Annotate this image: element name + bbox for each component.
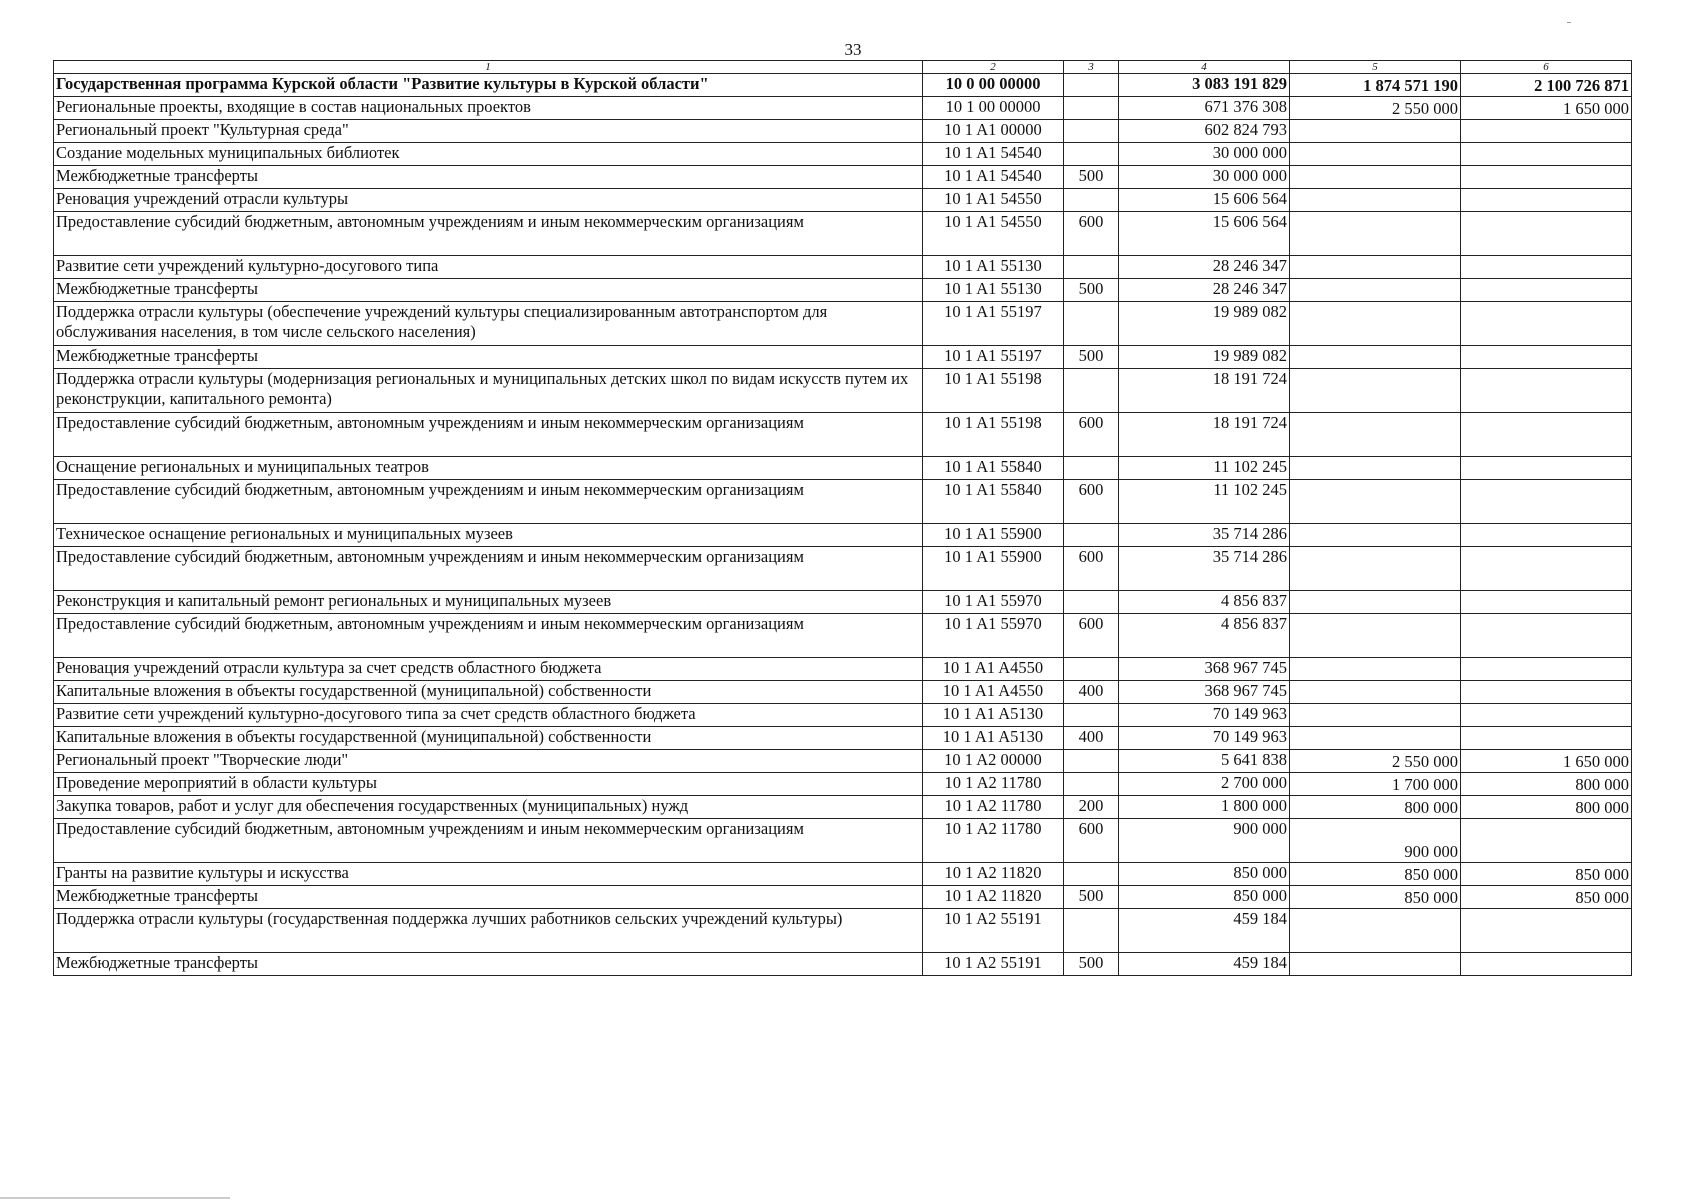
column-number: 3 — [1064, 61, 1119, 74]
target-code-cell: 10 1 A1 55197 — [923, 346, 1064, 369]
expense-type-cell — [1064, 369, 1119, 413]
row-name-cell: Закупка товаров, работ и услуг для обеспечения государственных (муниципальных) нужд — [54, 796, 923, 819]
amount-col5-cell — [1290, 658, 1461, 681]
target-code-cell: 10 1 A1 55130 — [923, 279, 1064, 302]
table-row — [54, 547, 1632, 591]
table-row — [54, 658, 1632, 681]
table-row — [54, 773, 1632, 796]
amount-col5-cell — [1290, 212, 1461, 256]
table-row — [54, 457, 1632, 480]
amount-col4-cell: 900 000 — [1119, 819, 1290, 863]
row-name-cell: Капитальные вложения в объекты государственной (муниципальной) собственности — [54, 727, 923, 750]
expense-type-cell: 500 — [1064, 166, 1119, 189]
amount-col6-cell — [1461, 166, 1632, 189]
amount-col6-cell: 1 650 000 — [1461, 97, 1632, 120]
row-name-cell: Межбюджетные трансферты — [54, 279, 923, 302]
amount-col4-cell: 4 856 837 — [1119, 591, 1290, 614]
amount-col5-cell — [1290, 727, 1461, 750]
column-number: 6 — [1461, 61, 1632, 74]
amount-col4-cell: 5 641 838 — [1119, 750, 1290, 773]
row-name-cell: Межбюджетные трансферты — [54, 346, 923, 369]
row-name-cell: Поддержка отрасли культуры (государственная поддержка лучших работников сельских учреждений культуры) — [54, 909, 923, 953]
amount-col4-cell: 459 184 — [1119, 953, 1290, 976]
target-code-cell: 10 1 A1 A4550 — [923, 658, 1064, 681]
amount-col6-cell — [1461, 480, 1632, 524]
expense-type-cell — [1064, 524, 1119, 547]
amount-col4-cell: 850 000 — [1119, 863, 1290, 886]
amount-col4-cell: 30 000 000 — [1119, 166, 1290, 189]
amount-col5-cell — [1290, 256, 1461, 279]
target-code-cell: 10 1 A1 55198 — [923, 413, 1064, 457]
amount-col5-cell — [1290, 614, 1461, 658]
amount-col5-cell: 850 000 — [1290, 886, 1461, 909]
amount-col5-cell — [1290, 524, 1461, 547]
table-row — [54, 189, 1632, 212]
amount-col5-cell — [1290, 413, 1461, 457]
expense-type-cell — [1064, 909, 1119, 953]
amount-col4-cell: 18 191 724 — [1119, 413, 1290, 457]
amount-col5-cell — [1290, 346, 1461, 369]
target-code-cell: 10 1 A2 55191 — [923, 953, 1064, 976]
expense-type-cell — [1064, 120, 1119, 143]
table-row — [54, 166, 1632, 189]
table-row — [54, 681, 1632, 704]
amount-col5-cell — [1290, 591, 1461, 614]
expense-type-cell: 600 — [1064, 413, 1119, 457]
row-name-cell: Развитие сети учреждений культурно-досугового типа — [54, 256, 923, 279]
amount-col4-cell: 602 824 793 — [1119, 120, 1290, 143]
amount-col4-cell: 671 376 308 — [1119, 97, 1290, 120]
amount-col5-cell — [1290, 279, 1461, 302]
table-row — [54, 591, 1632, 614]
amount-col4-cell: 11 102 245 — [1119, 457, 1290, 480]
amount-col5-cell: 2 550 000 — [1290, 750, 1461, 773]
row-name-cell: Проведение мероприятий в области культуры — [54, 773, 923, 796]
table-row — [54, 796, 1632, 819]
amount-col6-cell — [1461, 547, 1632, 591]
expense-type-cell — [1064, 773, 1119, 796]
table-row — [54, 346, 1632, 369]
amount-col6-cell: 2 100 726 871 — [1461, 74, 1632, 97]
amount-col4-cell: 30 000 000 — [1119, 143, 1290, 166]
row-name-cell: Предоставление субсидий бюджетным, автономным учреждениям и иным некоммерческим организациям — [54, 480, 923, 524]
table-row — [54, 413, 1632, 457]
table-row — [54, 74, 1632, 97]
amount-col6-cell: 850 000 — [1461, 863, 1632, 886]
amount-col5-cell — [1290, 681, 1461, 704]
expense-type-cell — [1064, 704, 1119, 727]
expense-type-cell: 600 — [1064, 480, 1119, 524]
row-name-cell: Капитальные вложения в объекты государственной (муниципальной) собственности — [54, 681, 923, 704]
expense-type-cell — [1064, 457, 1119, 480]
expense-type-cell — [1064, 189, 1119, 212]
expense-type-cell: 500 — [1064, 346, 1119, 369]
expense-type-cell: 400 — [1064, 681, 1119, 704]
table-row — [54, 886, 1632, 909]
target-code-cell: 10 1 A1 55970 — [923, 614, 1064, 658]
row-name-cell: Предоставление субсидий бюджетным, автономным учреждениям и иным некоммерческим организациям — [54, 413, 923, 457]
target-code-cell: 10 0 00 00000 — [923, 74, 1064, 97]
row-name-cell: Региональный проект "Творческие люди" — [54, 750, 923, 773]
target-code-cell: 10 1 A2 00000 — [923, 750, 1064, 773]
expense-type-cell — [1064, 658, 1119, 681]
amount-col4-cell: 368 967 745 — [1119, 658, 1290, 681]
amount-col6-cell — [1461, 524, 1632, 547]
target-code-cell: 10 1 A2 11780 — [923, 796, 1064, 819]
amount-col6-cell — [1461, 256, 1632, 279]
amount-col5-cell — [1290, 953, 1461, 976]
amount-col6-cell — [1461, 279, 1632, 302]
amount-col6-cell: 800 000 — [1461, 773, 1632, 796]
amount-col5-cell — [1290, 143, 1461, 166]
amount-col6-cell — [1461, 591, 1632, 614]
expense-type-cell — [1064, 591, 1119, 614]
table-row — [54, 614, 1632, 658]
expense-type-cell: 500 — [1064, 279, 1119, 302]
row-name-cell: Техническое оснащение региональных и муниципальных музеев — [54, 524, 923, 547]
row-name-cell: Межбюджетные трансферты — [54, 886, 923, 909]
row-name-cell: Государственная программа Курской области "Развитие культуры в Курской области" — [54, 74, 923, 97]
expense-type-cell: 600 — [1064, 212, 1119, 256]
amount-col4-cell: 35 714 286 — [1119, 547, 1290, 591]
row-name-cell: Региональный проект "Культурная среда" — [54, 120, 923, 143]
target-code-cell: 10 1 A1 A5130 — [923, 704, 1064, 727]
amount-col6-cell — [1461, 819, 1632, 863]
amount-col5-cell — [1290, 120, 1461, 143]
target-code-cell: 10 1 A2 11780 — [923, 773, 1064, 796]
target-code-cell: 10 1 A1 55197 — [923, 302, 1064, 346]
amount-col4-cell: 1 800 000 — [1119, 796, 1290, 819]
table-row — [54, 120, 1632, 143]
expense-type-cell: 600 — [1064, 819, 1119, 863]
row-name-cell: Создание модельных муниципальных библиотек — [54, 143, 923, 166]
table-row — [54, 97, 1632, 120]
target-code-cell: 10 1 A1 54540 — [923, 143, 1064, 166]
amount-col6-cell: 800 000 — [1461, 796, 1632, 819]
target-code-cell: 10 1 A1 55840 — [923, 480, 1064, 524]
amount-col4-cell: 11 102 245 — [1119, 480, 1290, 524]
row-name-cell: Поддержка отрасли культуры (обеспечение учреждений культуры специализированным автотранспортом для обслуживания населения, в том числе сельского населения) — [54, 302, 923, 346]
amount-col6-cell: 850 000 — [1461, 886, 1632, 909]
amount-col5-cell — [1290, 704, 1461, 727]
amount-col6-cell: 1 650 000 — [1461, 750, 1632, 773]
amount-col6-cell — [1461, 727, 1632, 750]
amount-col4-cell: 15 606 564 — [1119, 189, 1290, 212]
table-row — [54, 369, 1632, 413]
row-name-cell: Развитие сети учреждений культурно-досугового типа за счет средств областного бюджета — [54, 704, 923, 727]
amount-col5-cell — [1290, 547, 1461, 591]
amount-col5-cell: 2 550 000 — [1290, 97, 1461, 120]
table-row — [54, 480, 1632, 524]
target-code-cell: 10 1 A1 54550 — [923, 189, 1064, 212]
target-code-cell: 10 1 A1 55840 — [923, 457, 1064, 480]
amount-col6-cell — [1461, 681, 1632, 704]
row-name-cell: Региональные проекты, входящие в состав национальных проектов — [54, 97, 923, 120]
target-code-cell: 10 1 A1 A4550 — [923, 681, 1064, 704]
amount-col4-cell: 28 246 347 — [1119, 256, 1290, 279]
row-name-cell: Предоставление субсидий бюджетным, автономным учреждениям и иным некоммерческим организациям — [54, 614, 923, 658]
amount-col6-cell — [1461, 120, 1632, 143]
amount-col6-cell — [1461, 614, 1632, 658]
table-row — [54, 704, 1632, 727]
amount-col4-cell: 2 700 000 — [1119, 773, 1290, 796]
expense-type-cell: 600 — [1064, 547, 1119, 591]
budget-table-body — [54, 61, 1632, 976]
page-number: 33 — [844, 40, 862, 59]
amount-col6-cell — [1461, 413, 1632, 457]
expense-type-cell — [1064, 302, 1119, 346]
expense-type-cell — [1064, 863, 1119, 886]
target-code-cell: 10 1 A2 11820 — [923, 886, 1064, 909]
target-code-cell: 10 1 A1 55198 — [923, 369, 1064, 413]
expense-type-cell — [1064, 256, 1119, 279]
amount-col4-cell: 368 967 745 — [1119, 681, 1290, 704]
table-row — [54, 279, 1632, 302]
amount-col5-cell — [1290, 909, 1461, 953]
amount-col4-cell: 4 856 837 — [1119, 614, 1290, 658]
table-row — [54, 953, 1632, 976]
expense-type-cell: 500 — [1064, 953, 1119, 976]
scan-edge-mark — [0, 1197, 230, 1199]
amount-col4-cell: 850 000 — [1119, 886, 1290, 909]
table-row — [54, 212, 1632, 256]
column-number: 5 — [1290, 61, 1461, 74]
amount-col4-cell: 15 606 564 — [1119, 212, 1290, 256]
table-row — [54, 302, 1632, 346]
row-name-cell: Реконструкция и капитальный ремонт региональных и муниципальных музеев — [54, 591, 923, 614]
amount-col5-cell: 1 874 571 190 — [1290, 74, 1461, 97]
budget-table — [53, 60, 1632, 976]
table-row — [54, 256, 1632, 279]
amount-col4-cell: 19 989 082 — [1119, 302, 1290, 346]
amount-col5-cell — [1290, 302, 1461, 346]
table-row — [54, 143, 1632, 166]
table-row — [54, 727, 1632, 750]
row-name-cell: Предоставление субсидий бюджетным, автономным учреждениям и иным некоммерческим организациям — [54, 212, 923, 256]
column-number-row — [54, 61, 1632, 74]
scan-mark — [1567, 22, 1571, 23]
amount-col4-cell: 70 149 963 — [1119, 727, 1290, 750]
target-code-cell: 10 1 00 00000 — [923, 97, 1064, 120]
row-name-cell: Межбюджетные трансферты — [54, 166, 923, 189]
amount-col5-cell: 900 000 — [1290, 819, 1461, 863]
amount-col5-cell — [1290, 369, 1461, 413]
expense-type-cell: 200 — [1064, 796, 1119, 819]
amount-col4-cell: 35 714 286 — [1119, 524, 1290, 547]
expense-type-cell — [1064, 143, 1119, 166]
row-name-cell: Реновация учреждений отрасли культура за счет средств областного бюджета — [54, 658, 923, 681]
expense-type-cell: 500 — [1064, 886, 1119, 909]
target-code-cell: 10 1 A2 11780 — [923, 819, 1064, 863]
target-code-cell: 10 1 A1 54540 — [923, 166, 1064, 189]
amount-col4-cell: 459 184 — [1119, 909, 1290, 953]
amount-col4-cell: 3 083 191 829 — [1119, 74, 1290, 97]
table-row — [54, 524, 1632, 547]
column-number: 2 — [923, 61, 1064, 74]
amount-col5-cell: 1 700 000 — [1290, 773, 1461, 796]
target-code-cell: 10 1 A1 55970 — [923, 591, 1064, 614]
amount-col6-cell — [1461, 143, 1632, 166]
expense-type-cell: 400 — [1064, 727, 1119, 750]
row-name-cell: Поддержка отрасли культуры (модернизация региональных и муниципальных детских школ по видам искусств путем их реконструкции, капитального ремонта) — [54, 369, 923, 413]
expense-type-cell — [1064, 97, 1119, 120]
amount-col4-cell: 19 989 082 — [1119, 346, 1290, 369]
amount-col5-cell: 850 000 — [1290, 863, 1461, 886]
amount-col5-cell — [1290, 480, 1461, 524]
amount-col5-cell — [1290, 166, 1461, 189]
amount-col5-cell — [1290, 457, 1461, 480]
amount-col4-cell: 70 149 963 — [1119, 704, 1290, 727]
row-name-cell: Гранты на развитие культуры и искусства — [54, 863, 923, 886]
row-name-cell: Межбюджетные трансферты — [54, 953, 923, 976]
column-number: 4 — [1119, 61, 1290, 74]
amount-col4-cell: 18 191 724 — [1119, 369, 1290, 413]
amount-col6-cell — [1461, 189, 1632, 212]
amount-col6-cell — [1461, 346, 1632, 369]
expense-type-cell: 600 — [1064, 614, 1119, 658]
amount-col6-cell — [1461, 302, 1632, 346]
target-code-cell: 10 1 A1 00000 — [923, 120, 1064, 143]
amount-col6-cell — [1461, 457, 1632, 480]
target-code-cell: 10 1 A1 55130 — [923, 256, 1064, 279]
table-row — [54, 863, 1632, 886]
amount-col6-cell — [1461, 909, 1632, 953]
expense-type-cell — [1064, 74, 1119, 97]
row-name-cell: Предоставление субсидий бюджетным, автономным учреждениям и иным некоммерческим организациям — [54, 819, 923, 863]
table-row — [54, 909, 1632, 953]
target-code-cell: 10 1 A2 55191 — [923, 909, 1064, 953]
target-code-cell: 10 1 A1 A5130 — [923, 727, 1064, 750]
target-code-cell: 10 1 A1 55900 — [923, 547, 1064, 591]
row-name-cell: Предоставление субсидий бюджетным, автономным учреждениям и иным некоммерческим организациям — [54, 547, 923, 591]
amount-col5-cell — [1290, 189, 1461, 212]
amount-col6-cell — [1461, 658, 1632, 681]
expense-type-cell — [1064, 750, 1119, 773]
column-number: 1 — [54, 61, 923, 74]
table-row — [54, 750, 1632, 773]
amount-col6-cell — [1461, 704, 1632, 727]
amount-col6-cell — [1461, 369, 1632, 413]
amount-col6-cell — [1461, 953, 1632, 976]
row-name-cell: Оснащение региональных и муниципальных театров — [54, 457, 923, 480]
table-row — [54, 819, 1632, 863]
row-name-cell: Реновация учреждений отрасли культуры — [54, 189, 923, 212]
amount-col6-cell — [1461, 212, 1632, 256]
amount-col4-cell: 28 246 347 — [1119, 279, 1290, 302]
target-code-cell: 10 1 A1 54550 — [923, 212, 1064, 256]
amount-col5-cell: 800 000 — [1290, 796, 1461, 819]
target-code-cell: 10 1 A2 11820 — [923, 863, 1064, 886]
target-code-cell: 10 1 A1 55900 — [923, 524, 1064, 547]
